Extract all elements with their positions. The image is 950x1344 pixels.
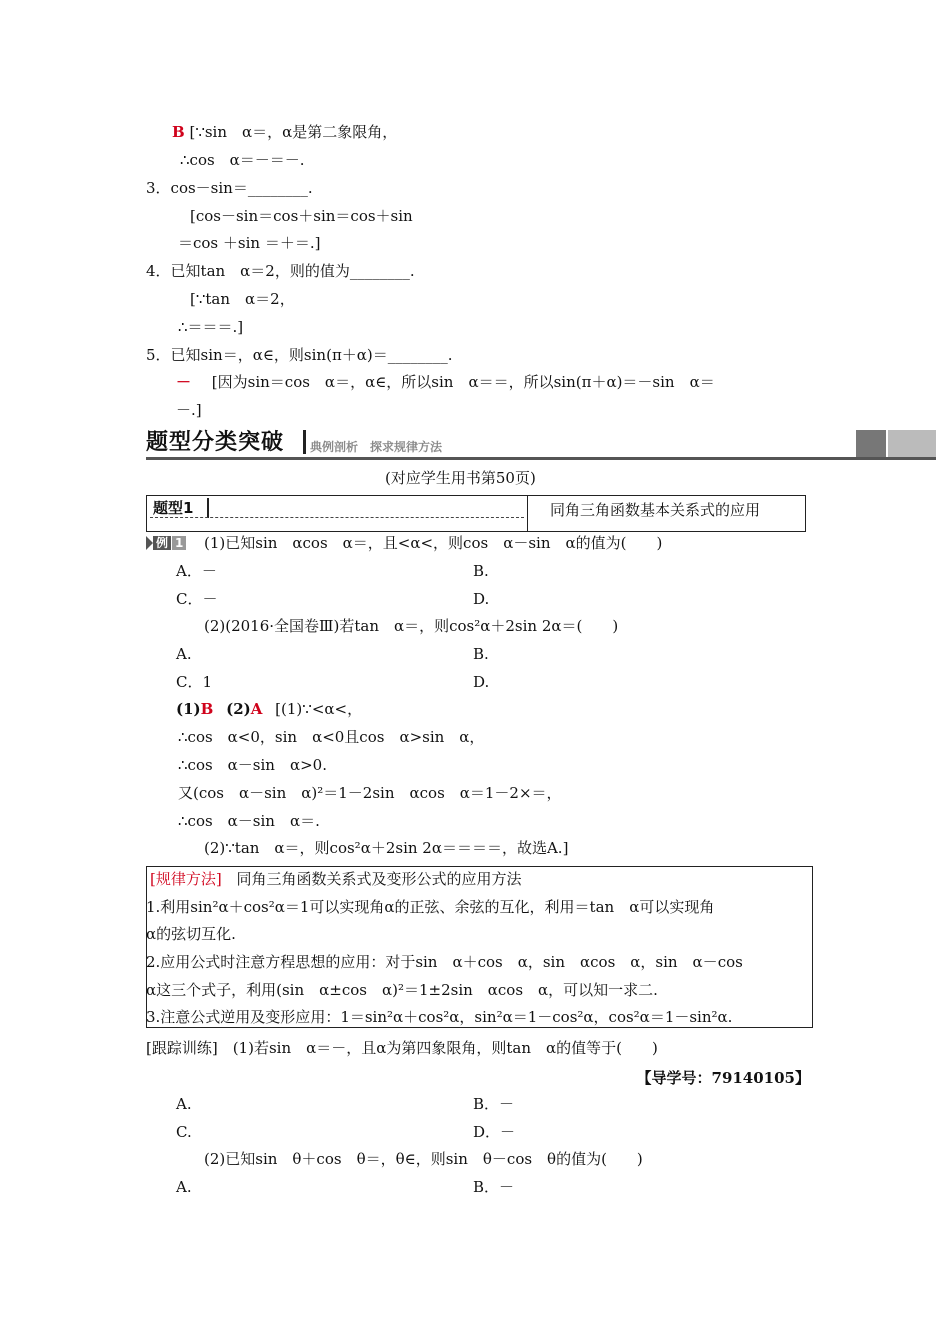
solution-text: ∴cos α－sin α>0. (178, 756, 327, 774)
solution-text: [∵sin α＝，α是第二象限角， (189, 123, 398, 141)
solution-text: [cos－sin＝cos＋sin＝cos＋sin (190, 207, 413, 225)
section-divider (303, 430, 306, 454)
section-title: 题型分类突破 (146, 430, 285, 455)
section-rule (146, 457, 936, 460)
option-a: A. (176, 1178, 192, 1196)
method-title: 同角三角函数关系式及变形公式的应用方法 (236, 870, 522, 888)
answer-line (172, 122, 397, 142)
solution-text: 又(cos α－sin α)²＝1－2sin αcos α＝1－2×＝， (178, 784, 562, 802)
method-box (146, 866, 813, 1028)
box-divider (527, 495, 528, 532)
solution-text: (2)∵tan α＝，则cos²α＋2sin 2α＝＝＝＝，故选A.] (204, 839, 569, 857)
option-b: B．－ (473, 1178, 515, 1196)
option-a: A. (176, 645, 192, 663)
method-tag: [规律方法] (150, 870, 222, 888)
solution-text: －.] (176, 401, 202, 419)
question-4: 4．已知tan α＝2，则的值为________. (146, 262, 415, 280)
solution-text: ∴cos α<0，sin α<0且cos α>sin α， (178, 728, 485, 746)
section-subtitle: 典例剖析 探求规律方法 (310, 440, 443, 454)
option-c: C．－ (176, 590, 218, 608)
answer-label: (2) (226, 700, 251, 718)
answer-letter: B (172, 123, 185, 141)
guide-number: 【导学号：79140105】 (636, 1069, 810, 1087)
answer-line (176, 699, 362, 719)
answer-letter: B (200, 700, 214, 718)
example-question: (2)(2016·全国卷Ⅲ)若tan α＝，则cos²α＋2sin 2α＝( ) (204, 617, 619, 635)
solution-text: ∴cos α＝－＝－. (180, 151, 305, 169)
example-tag (146, 535, 186, 551)
answer-label: (1) (176, 700, 201, 718)
type-label-bar (207, 498, 209, 518)
arrow-icon (146, 536, 153, 550)
method-text: 1.利用sin²α＋cos²α＝1可以实现角α的正弦、余弦的互化，利用＝tan α可以实现角 (146, 898, 715, 916)
dashed-rule (150, 517, 524, 518)
solution-text: ∴＝＝＝.] (178, 318, 244, 336)
method-heading (150, 869, 522, 889)
method-text: α这三个式子，利用(sin α±cos α)²＝1±2sin αcos α，可以知一求二. (146, 981, 658, 999)
header-decoration (856, 430, 886, 457)
method-text: α的弦切互化. (146, 925, 236, 943)
type-label: 题型1 (153, 499, 194, 517)
type-title: 同角三角函数基本关系式的应用 (550, 501, 761, 519)
answer-letter: A (250, 700, 263, 718)
option-a: A. (176, 1095, 192, 1113)
option-d: D．－ (473, 1123, 516, 1141)
solution-text: [(1)∵<α<， (275, 700, 363, 718)
option-d: D. (473, 673, 490, 691)
solution-text: [∵tan α＝2， (190, 290, 295, 308)
solution-text: ＝cos ＋sin ＝＋＝.] (178, 234, 321, 252)
page-reference: (对应学生用书第50页) (385, 469, 536, 487)
example-question: (1)已知sin αcos α＝，且<α<，则cos α－sin α的值为( ) (204, 534, 663, 552)
option-c: C．1 (176, 673, 213, 691)
option-b: B．－ (473, 1095, 515, 1113)
method-text: 3.注意公式逆用及变形应用：1＝sin²α＋cos²α，sin²α＝1－cos²α，cos²α＝1－sin²α. (146, 1008, 733, 1026)
option-d: D. (473, 590, 490, 608)
solution-text: ∴cos α－sin α＝. (178, 812, 320, 830)
example-word: 例 (153, 536, 171, 550)
question-3: 3．cos－sin＝________. (146, 179, 313, 197)
option-b: B. (473, 645, 489, 663)
solution-text: [因为sin＝cos α＝，α∈，所以sin α＝＝，所以sin(π＋α)＝－sin α＝ (211, 373, 715, 391)
option-b: B. (473, 562, 489, 580)
option-c: C. (176, 1123, 192, 1141)
example-number: 1 (172, 536, 186, 550)
header-decoration (888, 430, 936, 457)
option-a: A．－ (176, 562, 217, 580)
answer-line (176, 372, 715, 392)
answer-letter: － (176, 373, 192, 391)
question-5: 5．已知sin＝，α∈，则sin(π＋α)＝________. (146, 346, 453, 364)
practice-question: (2)已知sin θ＋cos θ＝，θ∈，则sin θ－cos θ的值为( ) (204, 1150, 643, 1168)
method-text: 2.应用公式时注意方程思想的应用：对于sin α＋cos α，sin αcos α，sin α－cos (146, 953, 743, 971)
practice-question: [跟踪训练] (1)若sin α＝－，且α为第四象限角，则tan α的值等于( ) (146, 1039, 658, 1057)
